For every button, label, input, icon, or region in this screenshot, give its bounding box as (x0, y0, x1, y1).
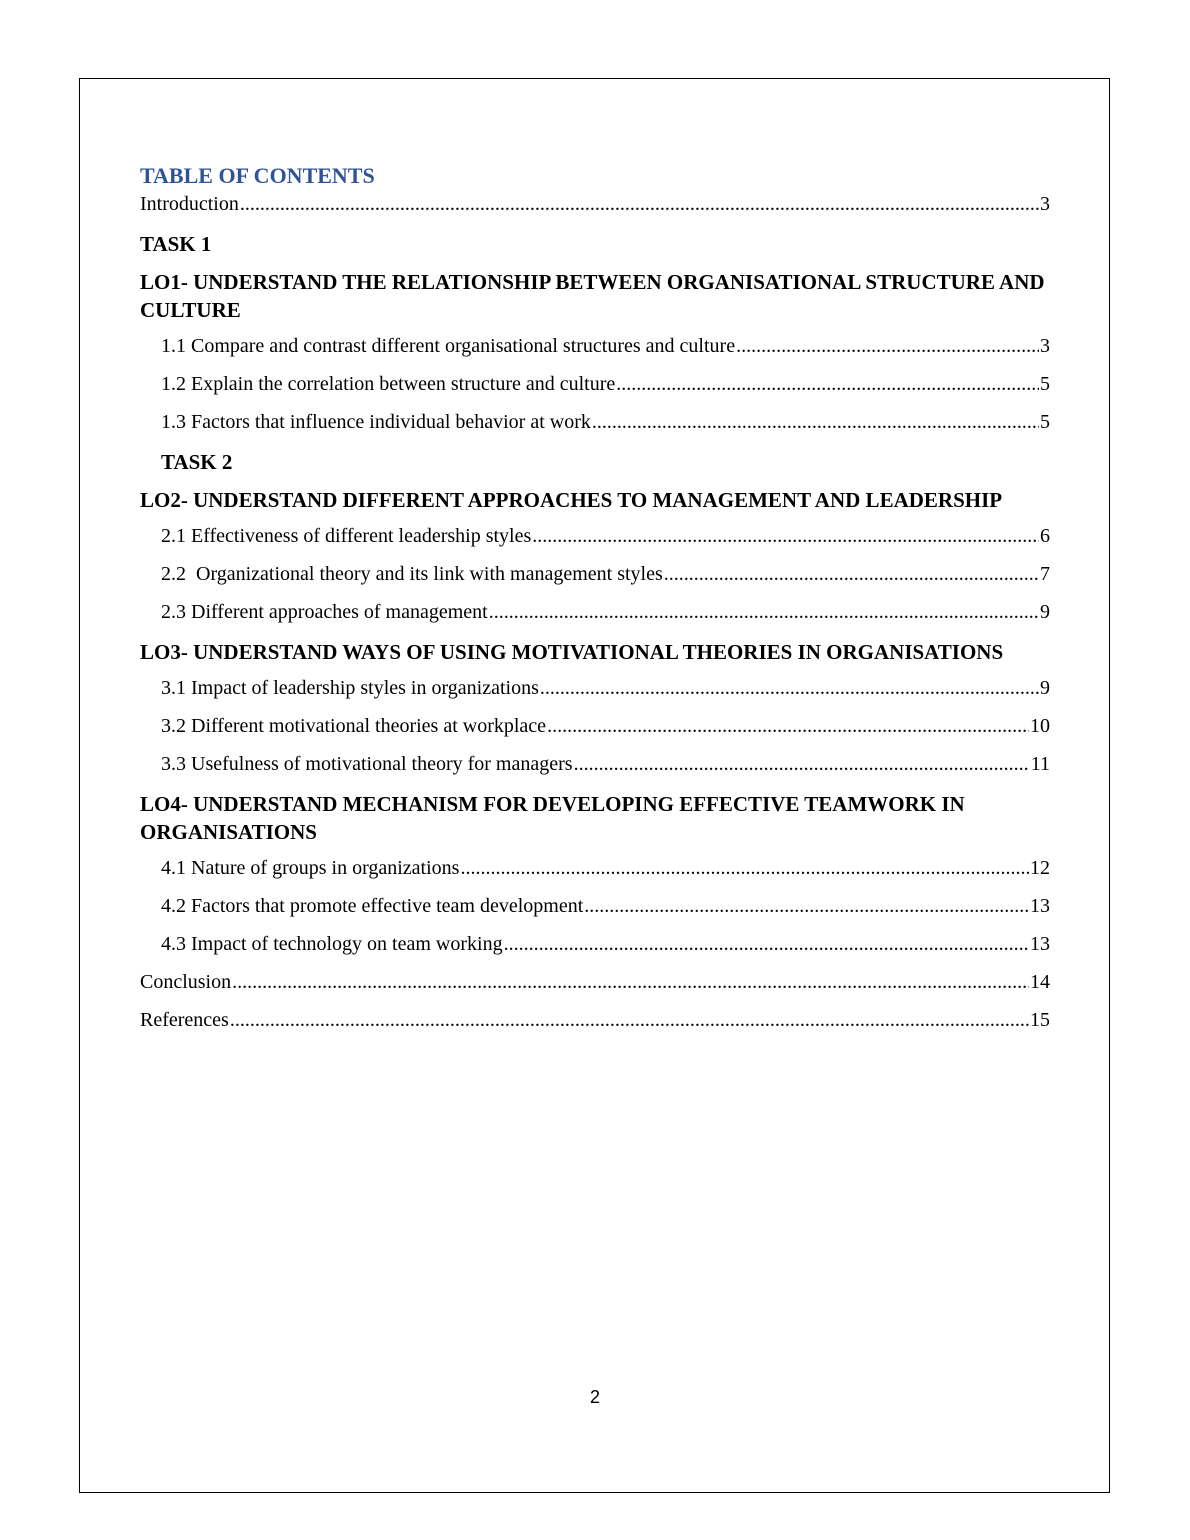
toc-entry-label: 3.3 Usefulness of motivational theory for managers (161, 753, 573, 775)
toc-entry-label: 2.3 Different approaches of management (161, 601, 488, 623)
toc-entry-1-2[interactable] (140, 372, 1050, 397)
toc-entry-page: 10 (1030, 715, 1050, 737)
toc-entry-page: 14 (1030, 971, 1050, 993)
toc-entry-page: 9 (1040, 601, 1050, 623)
toc-entry-label: 4.2 Factors that promote effective team development (161, 895, 584, 917)
toc-heading-lo3[interactable]: LO3- UNDERSTAND WAYS OF USING MOTIVATIONAL THEORIES IN ORGANISATIONS (140, 640, 1004, 664)
toc-entry-label: 2.2 Organizational theory and its link with management styles (161, 563, 663, 585)
toc-entry-references[interactable] (140, 1008, 1050, 1033)
leader-dots (232, 970, 1029, 995)
toc-entry-label: 4.1 Nature of groups in organizations (161, 857, 460, 879)
page-number: 2 (589, 1387, 600, 1407)
leader-dots (532, 524, 1039, 549)
table-of-contents (140, 162, 1050, 1046)
toc-title: TABLE OF CONTENTS (140, 163, 375, 188)
leader-dots (736, 334, 1039, 359)
toc-entry-page: 11 (1030, 753, 1050, 775)
leader-dots (504, 932, 1029, 957)
leader-dots (540, 676, 1039, 701)
toc-heading-task-1: TASK 1 (140, 232, 212, 256)
leader-dots (574, 752, 1030, 777)
toc-entry-label: 1.1 Compare and contrast different organisational structures and culture (161, 335, 736, 357)
toc-entry-2-1[interactable] (140, 524, 1050, 549)
toc-heading-task-2: TASK 2 (161, 450, 233, 474)
toc-entry-2-2[interactable] (140, 562, 1050, 587)
toc-entry-page: 5 (1040, 411, 1050, 433)
toc-entry-4-2[interactable] (140, 894, 1050, 919)
toc-entry-2-3[interactable] (140, 600, 1050, 625)
toc-entry-page: 6 (1040, 525, 1050, 547)
toc-entry-page: 5 (1040, 373, 1050, 395)
toc-entry-label: 1.2 Explain the correlation between structure and culture (161, 373, 616, 395)
toc-entry-page: 9 (1040, 677, 1050, 699)
toc-heading-lo4[interactable]: LO4- UNDERSTAND MECHANISM FOR DEVELOPING EFFECTIVE TEAMWORK IN ORGANISATIONS (140, 792, 965, 844)
toc-entry-page: 15 (1030, 1009, 1050, 1031)
toc-entry-label: 1.3 Factors that influence individual behavior at work (161, 411, 591, 433)
leader-dots (616, 372, 1039, 397)
leader-dots (240, 192, 1039, 217)
toc-entry-3-2[interactable] (140, 714, 1050, 739)
toc-entry-introduction[interactable] (140, 192, 1050, 217)
leader-dots (664, 562, 1039, 587)
toc-entry-conclusion[interactable] (140, 970, 1050, 995)
toc-entry-label: References (140, 1009, 229, 1031)
toc-entry-label: 3.2 Different motivational theories at workplace (161, 715, 547, 737)
toc-entry-label: Conclusion (140, 971, 232, 993)
leader-dots (489, 600, 1039, 625)
toc-entry-page: 13 (1030, 895, 1050, 917)
toc-entry-4-3[interactable] (140, 932, 1050, 957)
toc-entry-1-1[interactable] (140, 334, 1050, 359)
toc-entry-page: 13 (1030, 933, 1050, 955)
toc-entry-1-3[interactable] (140, 410, 1050, 435)
toc-entry-3-1[interactable] (140, 676, 1050, 701)
toc-entry-label: 2.1 Effectiveness of different leadership styles (161, 525, 532, 547)
toc-entry-3-3[interactable] (140, 752, 1050, 777)
toc-heading-lo2[interactable]: LO2- UNDERSTAND DIFFERENT APPROACHES TO MANAGEMENT AND LEADERSHIP (140, 488, 1003, 512)
toc-entry-label: Introduction (140, 193, 239, 215)
leader-dots (230, 1008, 1029, 1033)
toc-entry-page: 3 (1040, 335, 1050, 357)
toc-entry-page: 12 (1030, 857, 1050, 879)
toc-entry-page: 7 (1040, 563, 1050, 585)
leader-dots (592, 410, 1039, 435)
toc-heading-lo1[interactable]: LO1- UNDERSTAND THE RELATIONSHIP BETWEEN ORGANISATIONAL STRUCTURE AND CULTURE (140, 270, 1045, 322)
leader-dots (584, 894, 1029, 919)
toc-entry-label: 4.3 Impact of technology on team working (161, 933, 503, 955)
toc-entry-4-1[interactable] (140, 856, 1050, 881)
toc-entry-label: 3.1 Impact of leadership styles in organizations (161, 677, 539, 699)
leader-dots (547, 714, 1029, 739)
toc-entry-page: 3 (1040, 193, 1050, 215)
leader-dots (460, 856, 1029, 881)
